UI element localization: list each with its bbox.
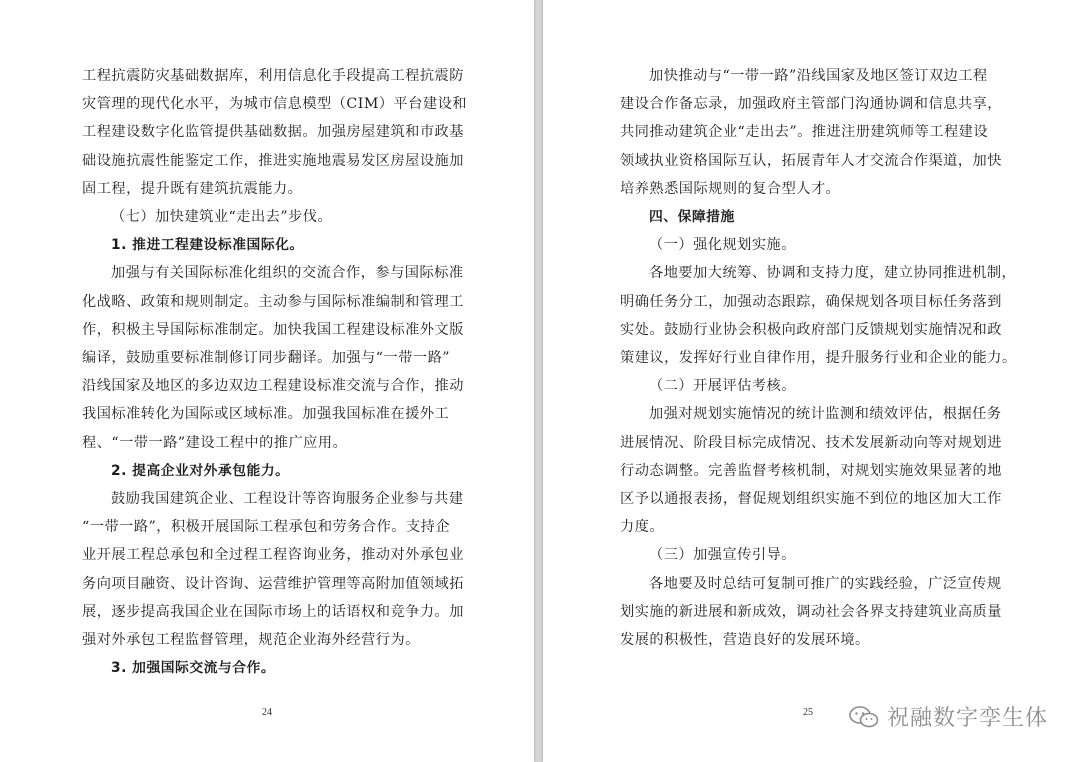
section-heading: 四、保障措施 [649, 209, 735, 226]
text-line: 力度。 [620, 519, 665, 536]
text-line: 础设施抗震性能鉴定工作，推进实施地震易发区房屋设施加 [82, 152, 464, 169]
section-heading: 3. 加强国际交流与合作。 [111, 660, 276, 677]
paragraph [620, 259, 1017, 372]
paragraph [620, 62, 1000, 203]
section-heading: 1. 推进工程建设标准国际化。 [111, 237, 304, 254]
page-content [620, 62, 1017, 654]
subsection-heading: （七）加快建筑业“走出去”步伐。 [111, 209, 333, 226]
text-line: 共同推动建筑企业“走出去”。推进注册建筑师等工程建设 [620, 124, 989, 141]
text-line: 务向项目融资、设计咨询、运营维护管理等高附加值领域拓 [82, 575, 464, 592]
text-line: 策建议，发挥好行业自律作用，提升服务行业和企业的能力。 [620, 350, 1017, 367]
text-line: 行动态调整。完善监督考核机制，对规划实施效果显著的地 [620, 462, 1002, 479]
text-line: 各地要及时总结可复制可推广的实践经验，广泛宣传规 [649, 575, 1002, 592]
text-line: 我国标准转化为国际或区域标准。加强我国标准在援外工 [82, 406, 450, 423]
text-line: 进展情况、阶段目标完成情况、技术发展新动向等对规划进 [620, 434, 1002, 451]
text-line: 工程建设数字化监管提供基础数据。加强房屋建筑和市政基 [82, 124, 464, 141]
subsection-heading: （三）加强宣传引导。 [649, 547, 796, 564]
text-line: 固工程，提升既有建筑抗震能力。 [82, 180, 303, 197]
subsection-heading: （一）强化规划实施。 [649, 237, 796, 254]
text-line: 程、“一带一路”建设工程中的推广应用。 [82, 434, 348, 451]
text-line: 发展的积极性，营造良好的发展环境。 [620, 632, 870, 649]
text-line: 划实施的新进展和新成效，调动社会各界支持建筑业高质量 [620, 603, 1002, 620]
text-line: “一带一路”，积极开展国际工程承包和劳务合作。支持企 [82, 519, 451, 536]
page-number: 24 [262, 707, 272, 718]
document-page-right [543, 0, 1080, 762]
paragraph [82, 485, 462, 654]
page-content [82, 62, 467, 682]
wechat-icon [849, 705, 879, 729]
watermark-text: 祝融数字孪生体 [886, 706, 1048, 731]
text-line: 领域执业资格国际互认，拓展青年人才交流合作渠道，加快 [620, 152, 1002, 169]
watermark [849, 701, 1048, 732]
text-line: 展，逐步提高我国企业在国际市场上的话语权和竞争力。加 [82, 603, 464, 620]
paragraph [82, 62, 467, 203]
text-line: 作，积极主导国际标准制定。加快我国工程建设标准外文版 [82, 321, 464, 338]
text-line: 明确任务分工，加强动态跟踪，确保规划各项目标任务落到 [620, 293, 1002, 310]
text-line: 沿线国家及地区的多边双边工程建设标准交流与合作，推动 [82, 378, 464, 395]
paragraph [620, 400, 1000, 541]
text-line: 加强与有关国际标准化组织的交流合作，参与国际标准 [111, 265, 464, 282]
section-heading: 2. 提高企业对外承包能力。 [111, 462, 290, 479]
text-line: 业开展工程总承包和全过程工程咨询业务，推动对外承包业 [82, 547, 464, 564]
text-line: 灾管理的现代化水平，为城市信息模型（CIM）平台建设和 [82, 96, 467, 113]
subsection-heading: （二）开展评估考核。 [649, 378, 796, 395]
text-line: 工程抗震防灾基础数据库，利用信息化手段提高工程抗震防 [82, 68, 464, 84]
document-page-left [0, 0, 534, 762]
paragraph [620, 570, 1000, 655]
text-line: 区予以通报表扬，督促规划组织实施不到位的地区加大工作 [620, 491, 1002, 508]
text-line: 加快推动与“一带一路”沿线国家及地区签订双边工程 [649, 68, 988, 84]
text-line: 建设合作备忘录，加强政府主管部门沟通协调和信息共享， [620, 96, 1002, 113]
text-line: 强对外承包工程监督管理，规范企业海外经营行为。 [82, 632, 420, 649]
text-line: 编译，鼓励重要标准制修订同步翻译。加强与“一带一路” [82, 350, 451, 367]
paragraph [82, 259, 462, 456]
text-line: 实处。鼓励行业协会积极向政府部门反馈规划实施情况和政 [620, 321, 1002, 338]
text-line: 鼓励我国建筑企业、工程设计等咨询服务企业参与共建 [111, 491, 464, 508]
text-line: 化战略、政策和规则制定。主动参与国际标准编制和管理工 [82, 293, 464, 310]
text-line: 加强对规划实施情况的统计监测和绩效评估，根据任务 [649, 406, 1002, 423]
page-number: 25 [803, 707, 813, 718]
text-line: 各地要加大统筹、协调和支持力度，建立协同推进机制， [649, 265, 1017, 282]
text-line: 培养熟悉国际规则的复合型人才。 [620, 180, 841, 197]
